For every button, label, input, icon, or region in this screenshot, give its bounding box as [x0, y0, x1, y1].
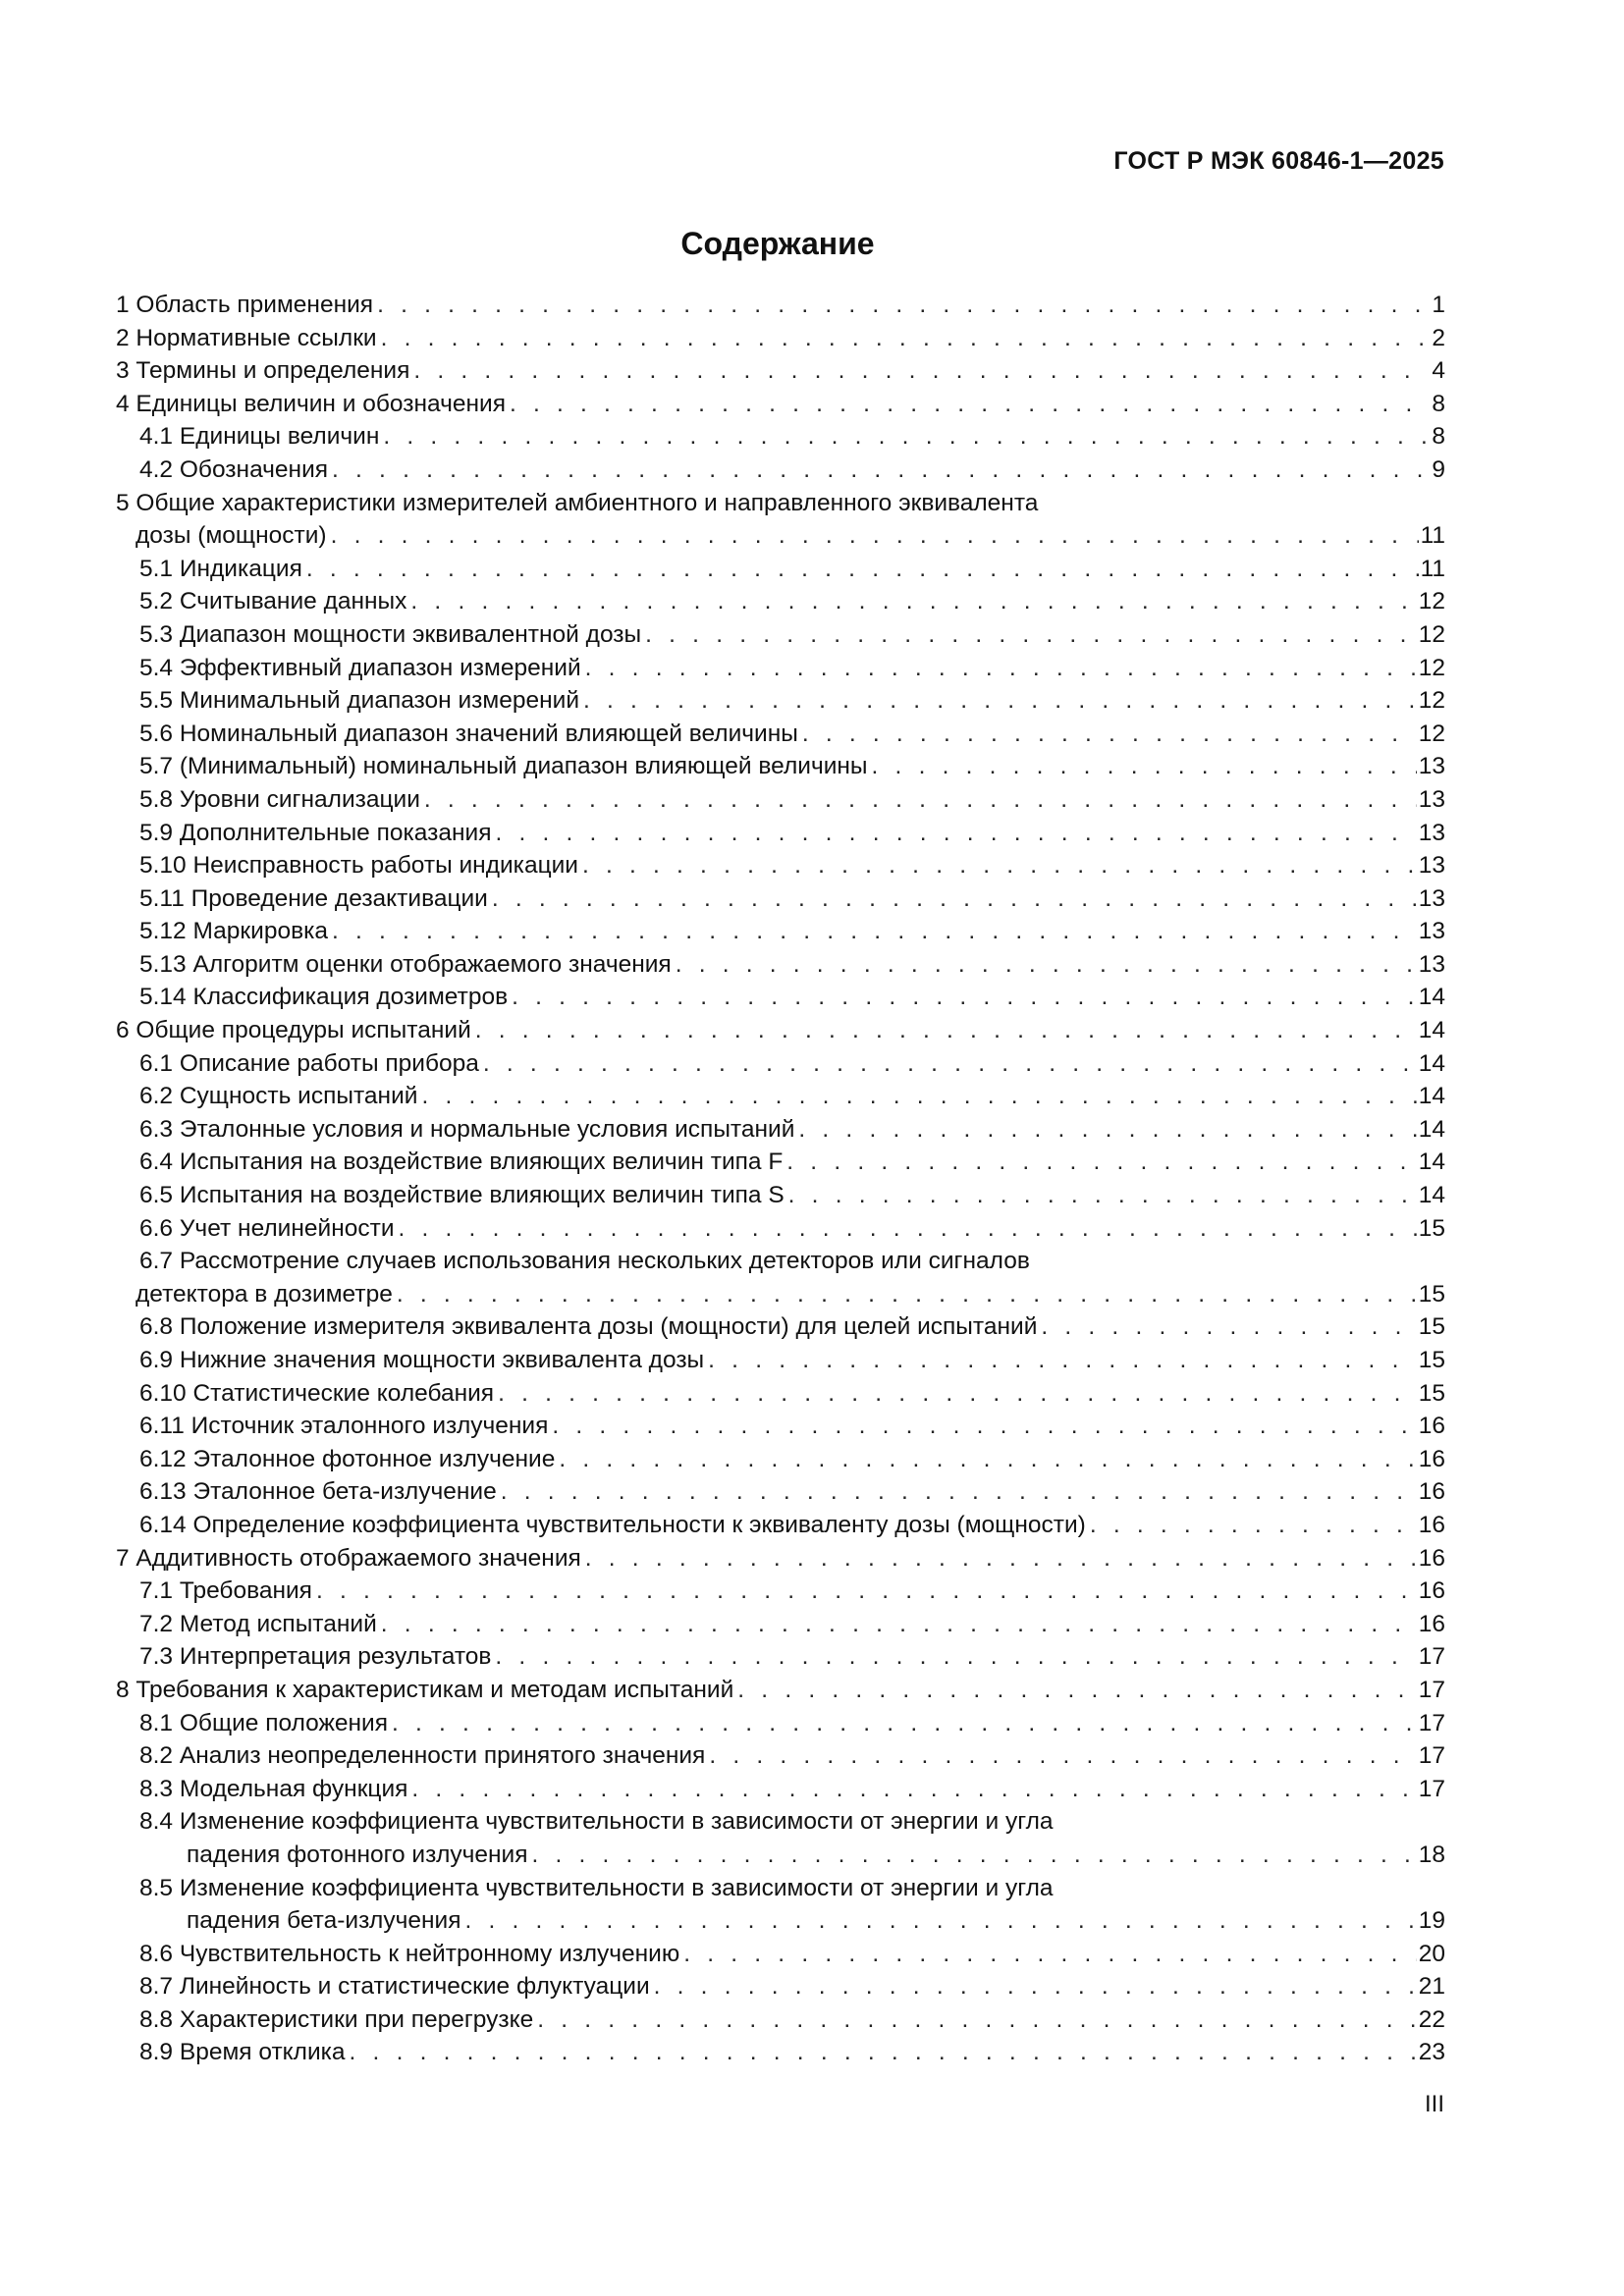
toc-entry-title: 7.1 Требования — [139, 1577, 312, 1605]
toc-entry[interactable] — [116, 289, 1445, 322]
toc-entry[interactable] — [116, 684, 1445, 718]
toc-dot-leader — [501, 1475, 1417, 1509]
toc-entry-page: 17 — [1418, 1643, 1445, 1671]
toc-entry-title: 5.13 Алгоритм оценки отображаемого значения — [139, 950, 672, 978]
toc-dot-leader — [737, 1674, 1416, 1707]
toc-dot-leader — [421, 1080, 1416, 1113]
toc-entry-page: 19 — [1418, 1907, 1445, 1935]
toc-dot-leader — [537, 2003, 1416, 2037]
toc-entry-title: 5.10 Неисправность работы индикации — [139, 852, 578, 880]
toc-dot-leader — [788, 1179, 1417, 1212]
toc-entry-title: 6.10 Статистические колебания — [139, 1379, 495, 1407]
toc-entry-page: 22 — [1418, 2005, 1445, 2033]
table-of-contents — [116, 289, 1445, 2069]
toc-entry[interactable] — [116, 882, 1445, 916]
toc-dot-leader — [383, 420, 1430, 454]
toc-dot-leader — [1041, 1310, 1416, 1344]
toc-entry-page: 15 — [1418, 1280, 1445, 1308]
toc-entry-page: 16 — [1418, 1577, 1445, 1605]
toc-entry-title: 6.6 Учет нелинейности — [139, 1214, 395, 1242]
toc-dot-leader — [381, 1608, 1417, 1641]
toc-dot-leader — [399, 1212, 1417, 1246]
toc-entry-page: 15 — [1418, 1379, 1445, 1407]
toc-entry[interactable] — [116, 750, 1445, 783]
toc-dot-leader — [332, 915, 1417, 948]
toc-entry-page: 12 — [1418, 687, 1445, 715]
toc-entry-title: 5.5 Минимальный диапазон измерений — [139, 687, 580, 715]
toc-entry[interactable] — [116, 1938, 1445, 1971]
toc-dot-leader — [582, 849, 1417, 882]
toc-entry-page: 15 — [1418, 1313, 1445, 1341]
document-code-header: ГОСТ Р МЭК 60846-1—2025 — [1113, 147, 1444, 175]
toc-entry-page: 12 — [1418, 588, 1445, 615]
toc-entry[interactable] — [116, 1179, 1445, 1212]
toc-entry-page: 1 — [1432, 292, 1445, 318]
toc-entry-title: 8.3 Модельная функция — [139, 1775, 408, 1802]
toc-dot-leader — [786, 1146, 1416, 1179]
toc-entry-title: 3 Термины и определения — [116, 357, 410, 385]
toc-entry[interactable] — [116, 519, 1445, 553]
toc-entry-page: 13 — [1418, 918, 1445, 945]
toc-dot-leader — [331, 519, 1419, 553]
toc-entry-page: 12 — [1418, 654, 1445, 681]
toc-entry[interactable] — [116, 1014, 1445, 1047]
toc-entry[interactable] — [116, 1410, 1445, 1443]
toc-entry-page: 13 — [1418, 852, 1445, 880]
toc-entry-title: 6.1 Описание работы прибора — [139, 1049, 479, 1077]
toc-entry-page: 12 — [1418, 620, 1445, 648]
toc-dot-leader — [802, 718, 1417, 751]
toc-entry-title: 5.2 Считывание данных — [139, 588, 407, 615]
toc-entry-title: 8.4 Изменение коэффициента чувствительности в зависимости от энергии и угла — [139, 1808, 1054, 1836]
toc-entry[interactable] — [116, 1739, 1445, 1773]
toc-dot-leader — [350, 2036, 1417, 2069]
toc-entry[interactable] — [116, 1805, 1445, 1839]
toc-entry[interactable] — [116, 585, 1445, 618]
toc-dot-leader — [464, 1904, 1416, 1938]
toc-entry-page: 14 — [1418, 1148, 1445, 1176]
toc-entry-title: 4.2 Обозначения — [139, 455, 329, 483]
toc-entry[interactable] — [116, 454, 1445, 487]
toc-entry-title: детектора в дозиметре — [135, 1280, 393, 1308]
toc-entry-page: 11 — [1420, 522, 1445, 550]
toc-entry[interactable] — [116, 354, 1445, 388]
toc-entry-title: падения фотонного излучения — [187, 1841, 528, 1868]
toc-entry-page: 16 — [1418, 1511, 1445, 1538]
toc-entry-page: 16 — [1418, 1610, 1445, 1637]
toc-entry[interactable] — [116, 1278, 1445, 1311]
toc-entry-page: 16 — [1418, 1544, 1445, 1572]
toc-entry-title: 5.1 Индикация — [139, 555, 302, 582]
toc-entry-title: 6.13 Эталонное бета-излучение — [139, 1478, 497, 1506]
toc-entry-title: 6.12 Эталонное фотонное излучение — [139, 1445, 556, 1472]
toc-dot-leader — [475, 1014, 1417, 1047]
toc-entry-title: 5.14 Классификация дозиметров — [139, 984, 509, 1011]
toc-dot-leader — [510, 388, 1430, 421]
toc-entry[interactable] — [116, 1872, 1445, 1905]
toc-entry[interactable] — [116, 1080, 1445, 1113]
toc-dot-leader — [495, 1640, 1416, 1674]
toc-entry[interactable] — [116, 817, 1445, 850]
toc-entry-page: 8 — [1432, 423, 1445, 451]
toc-entry-page: 15 — [1418, 1214, 1445, 1242]
toc-entry[interactable] — [116, 420, 1445, 454]
toc-entry-title: 7.2 Метод испытаний — [139, 1610, 377, 1637]
toc-dot-leader — [392, 1707, 1417, 1740]
toc-entry[interactable] — [116, 652, 1445, 685]
toc-entry-title: дозы (мощности) — [135, 522, 327, 550]
toc-dot-leader — [709, 1739, 1416, 1773]
toc-entry[interactable] — [116, 1608, 1445, 1641]
toc-entry-page: 15 — [1418, 1347, 1445, 1373]
toc-entry-title: 8.2 Анализ неопределенности принятого значения — [139, 1742, 706, 1770]
toc-entry[interactable] — [116, 1674, 1445, 1707]
page-title: Содержание — [680, 226, 875, 261]
toc-entry[interactable] — [116, 1509, 1445, 1542]
toc-entry-title: 6.2 Сущность испытаний — [139, 1083, 418, 1110]
toc-entry-title: 8.6 Чувствительность к нейтронному излучению — [139, 1940, 680, 1967]
toc-entry-title: 7.3 Интерпретация результатов — [139, 1643, 492, 1671]
toc-entry-title: 1 Область применения — [116, 292, 374, 318]
toc-entry-title: 5.4 Эффективный диапазон измерений — [139, 654, 581, 681]
toc-entry-title: 6.8 Положение измерителя эквивалента дозы (мощности) для целей испытаний — [139, 1313, 1038, 1341]
toc-entry[interactable] — [116, 1113, 1445, 1147]
toc-entry-page: 14 — [1418, 984, 1445, 1011]
toc-entry-page: 2 — [1432, 324, 1445, 351]
toc-entry[interactable] — [116, 618, 1445, 652]
toc-dot-leader — [332, 454, 1430, 487]
toc-entry-page: 23 — [1418, 2039, 1445, 2066]
toc-entry[interactable] — [116, 1773, 1445, 1806]
toc-entry[interactable] — [116, 1707, 1445, 1740]
toc-dot-leader — [532, 1839, 1417, 1872]
page-number: III — [1424, 2091, 1444, 2117]
toc-entry-title: 6.7 Рассмотрение случаев использования нескольких детекторов или сигналов — [139, 1248, 1030, 1275]
toc-entry[interactable] — [116, 1575, 1445, 1608]
toc-entry-page: 17 — [1418, 1775, 1445, 1802]
toc-entry-page: 14 — [1418, 1049, 1445, 1077]
toc-dot-leader — [316, 1575, 1417, 1608]
toc-entry[interactable] — [116, 322, 1445, 355]
toc-entry[interactable] — [116, 1542, 1445, 1575]
toc-entry-page: 20 — [1418, 1940, 1445, 1967]
toc-entry[interactable] — [116, 1310, 1445, 1344]
toc-entry[interactable] — [116, 1640, 1445, 1674]
toc-entry[interactable] — [116, 915, 1445, 948]
toc-entry-page: 16 — [1418, 1445, 1445, 1472]
toc-dot-leader — [654, 1970, 1417, 2003]
toc-dot-leader — [798, 1113, 1416, 1147]
toc-entry-title: 6.9 Нижние значения мощности эквивалента дозы — [139, 1347, 705, 1373]
toc-entry-page: 12 — [1418, 720, 1445, 747]
toc-entry-title: 6.14 Определение коэффициента чувствительности к эквиваленту дозы (мощности) — [139, 1511, 1086, 1538]
toc-entry-page: 14 — [1418, 1182, 1445, 1209]
toc-entry[interactable] — [116, 1047, 1445, 1081]
toc-entry-page: 21 — [1418, 1973, 1445, 2001]
toc-entry-title: 8 Требования к характеристикам и методам испытаний — [116, 1676, 734, 1703]
toc-entry-page: 17 — [1418, 1709, 1445, 1736]
toc-entry-page: 14 — [1418, 1017, 1445, 1044]
toc-entry[interactable] — [116, 1970, 1445, 2003]
toc-entry-title: 2 Нормативные ссылки — [116, 324, 377, 351]
toc-entry-title: падения бета-излучения — [187, 1907, 461, 1935]
toc-entry[interactable] — [116, 2003, 1445, 2037]
toc-entry[interactable] — [116, 849, 1445, 882]
toc-entry-page: 4 — [1432, 357, 1445, 385]
toc-dot-leader — [872, 750, 1417, 783]
toc-dot-leader — [483, 1047, 1417, 1081]
toc-dot-leader — [552, 1410, 1416, 1443]
toc-dot-leader — [583, 684, 1417, 718]
toc-entry-title: 8.9 Время отклика — [139, 2039, 346, 2066]
toc-dot-leader — [397, 1278, 1417, 1311]
toc-entry-page: 16 — [1418, 1478, 1445, 1506]
toc-entry-page: 14 — [1418, 1115, 1445, 1143]
toc-entry-page: 13 — [1418, 753, 1445, 780]
toc-entry[interactable] — [116, 718, 1445, 751]
toc-entry-title: 6 Общие процедуры испытаний — [116, 1017, 471, 1044]
toc-entry[interactable] — [116, 2036, 1445, 2069]
toc-entry[interactable] — [116, 783, 1445, 817]
toc-dot-leader — [645, 618, 1417, 652]
toc-entry-title: 6.11 Источник эталонного излучения — [139, 1413, 549, 1440]
toc-entry-page: 13 — [1418, 884, 1445, 912]
toc-dot-leader — [708, 1344, 1417, 1377]
toc-entry-page: 13 — [1418, 819, 1445, 846]
toc-entry-title: 5.6 Номинальный диапазон значений влияющей величины — [139, 720, 798, 747]
toc-dot-leader — [306, 553, 1419, 586]
toc-dot-leader — [1090, 1509, 1417, 1542]
toc-entry-title: 7 Аддитивность отображаемого значения — [116, 1544, 581, 1572]
toc-entry-page: 16 — [1418, 1413, 1445, 1440]
toc-entry-title: 4.1 Единицы величин — [139, 423, 380, 451]
toc-entry[interactable] — [116, 1839, 1445, 1872]
toc-entry-title: 5.11 Проведение дезактивации — [139, 884, 488, 912]
toc-entry[interactable] — [116, 1146, 1445, 1179]
toc-entry[interactable] — [116, 1475, 1445, 1509]
toc-entry-page: 9 — [1432, 455, 1445, 483]
toc-entry[interactable] — [116, 1443, 1445, 1476]
toc-entry-page: 11 — [1420, 555, 1445, 582]
toc-entry-title: 8.8 Характеристики при перегрузке — [139, 2005, 534, 2033]
toc-dot-leader — [424, 783, 1417, 817]
toc-entry[interactable] — [116, 1344, 1445, 1377]
toc-dot-leader — [585, 652, 1417, 685]
toc-entry-title: 5.7 (Минимальный) номинальный диапазон влияющей величины — [139, 753, 868, 780]
toc-entry[interactable] — [116, 553, 1445, 586]
toc-entry-title: 5.9 Дополнительные показания — [139, 819, 492, 846]
toc-entry-title: 8.1 Общие положения — [139, 1709, 389, 1736]
toc-entry-title: 6.4 Испытания на воздействие влияющих величин типа F — [139, 1148, 784, 1176]
toc-entry-page: 17 — [1418, 1742, 1445, 1770]
toc-dot-leader — [377, 289, 1430, 322]
toc-dot-leader — [585, 1542, 1417, 1575]
toc-entry-page: 18 — [1418, 1841, 1445, 1868]
toc-entry-page: 13 — [1418, 950, 1445, 978]
toc-entry[interactable] — [116, 388, 1445, 421]
toc-dot-leader — [381, 322, 1431, 355]
toc-entry-title: 5.8 Уровни сигнализации — [139, 785, 420, 813]
toc-entry-title: 8.5 Изменение коэффициента чувствительности в зависимости от энергии и угла — [139, 1874, 1054, 1901]
toc-entry-title: 8.7 Линейность и статистические флуктуации — [139, 1973, 650, 2001]
toc-entry[interactable] — [116, 1245, 1445, 1278]
toc-entry-title: 4 Единицы величин и обозначения — [116, 390, 506, 417]
toc-entry-page: 14 — [1418, 1083, 1445, 1110]
toc-dot-leader — [410, 585, 1416, 618]
toc-entry-title: 5.3 Диапазон мощности эквивалентной дозы — [139, 620, 642, 648]
toc-dot-leader — [683, 1938, 1416, 1971]
toc-dot-leader — [413, 354, 1430, 388]
toc-entry-title: 6.5 Испытания на воздействие влияющих величин типа S — [139, 1182, 785, 1209]
toc-entry-page: 13 — [1418, 785, 1445, 813]
toc-entry[interactable] — [116, 948, 1445, 982]
toc-entry-page: 8 — [1432, 390, 1445, 417]
toc-entry-title: 6.3 Эталонные условия и нормальные условия испытаний — [139, 1115, 795, 1143]
toc-dot-leader — [676, 948, 1417, 982]
toc-dot-leader — [498, 1377, 1417, 1411]
toc-dot-leader — [495, 817, 1416, 850]
toc-entry[interactable] — [116, 1212, 1445, 1246]
toc-entry[interactable] — [116, 1377, 1445, 1411]
toc-entry-title: 5 Общие характеристики измерителей амбиентного и направленного эквивалента — [116, 489, 1039, 516]
toc-entry-page: 17 — [1418, 1676, 1445, 1703]
toc-dot-leader — [559, 1443, 1416, 1476]
toc-dot-leader — [411, 1773, 1416, 1806]
toc-entry-title: 5.12 Маркировка — [139, 918, 328, 945]
toc-dot-leader — [512, 981, 1417, 1014]
toc-entry[interactable] — [116, 981, 1445, 1014]
toc-entry[interactable] — [116, 487, 1445, 520]
toc-entry[interactable] — [116, 1904, 1445, 1938]
toc-dot-leader — [492, 882, 1417, 916]
